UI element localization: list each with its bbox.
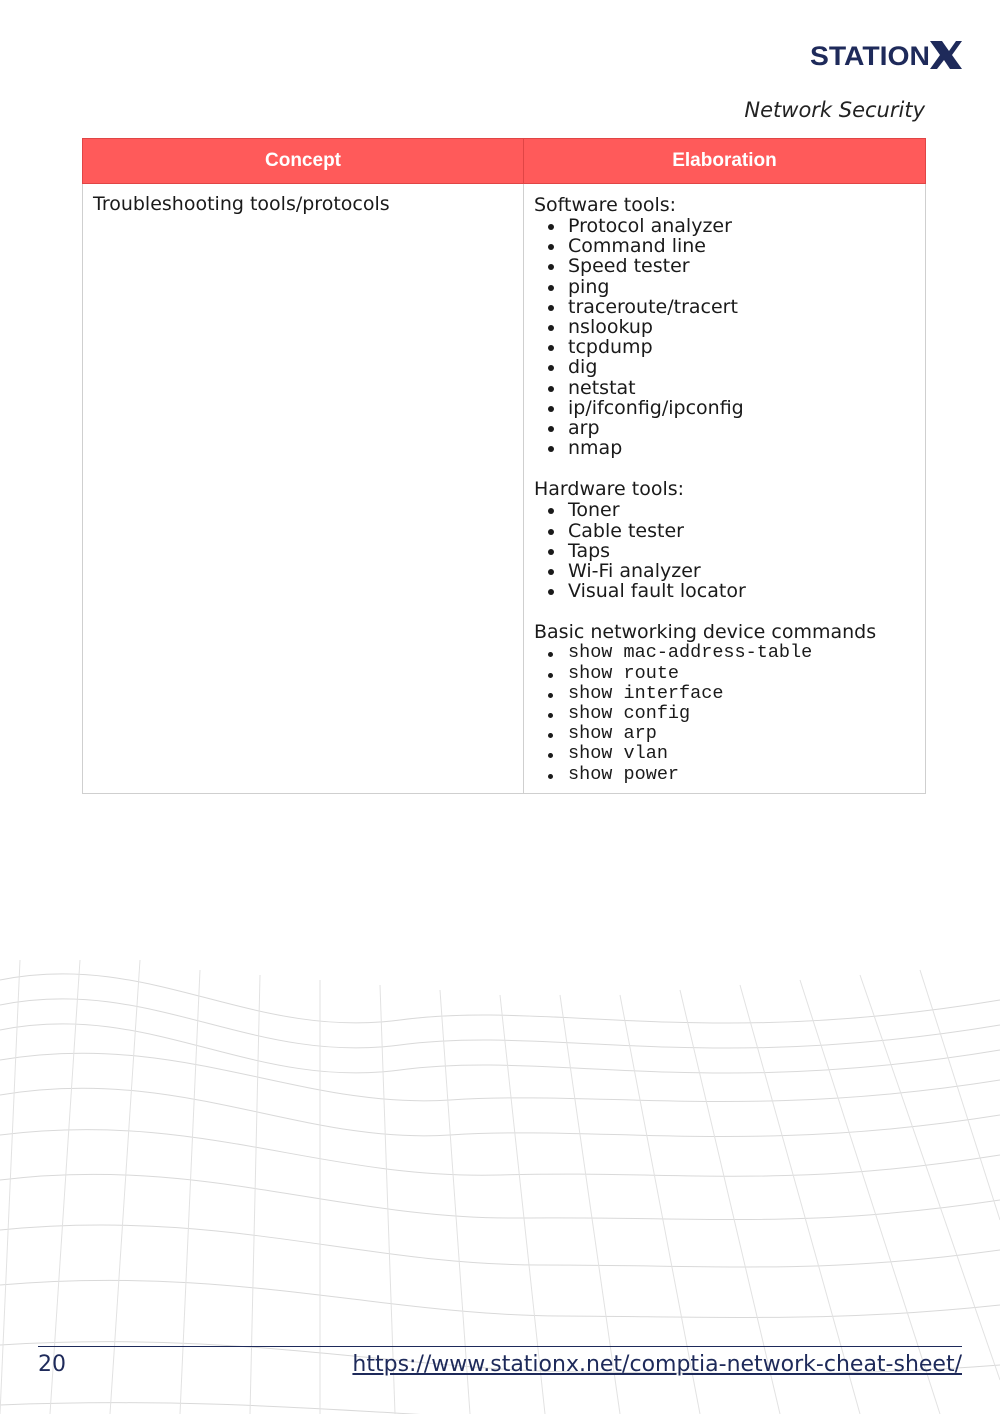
column-header-elaboration: Elaboration	[524, 139, 926, 184]
list-item: Visual fault locator	[548, 581, 915, 601]
device-commands-list	[534, 643, 915, 784]
footer-link[interactable]: https://www.stationx.net/comptia-network-cheat-sheet/	[352, 1352, 962, 1377]
elaboration-cell	[524, 184, 926, 794]
hardware-tools-list	[534, 500, 915, 601]
concept-cell: Troubleshooting tools/protocols	[83, 184, 524, 794]
list-item: show config	[548, 704, 915, 724]
list-item: arp	[548, 418, 915, 438]
list-item: nmap	[548, 438, 915, 458]
list-item: dig	[548, 357, 915, 377]
group-title-software: Software tools:	[534, 194, 677, 216]
list-item: Protocol analyzer	[548, 216, 915, 236]
table-row	[83, 184, 926, 794]
list-item: netstat	[548, 378, 915, 398]
group-title-hardware: Hardware tools:	[534, 478, 685, 501]
list-item: Wi-Fi analyzer	[548, 561, 915, 581]
list-item: show power	[548, 765, 915, 785]
list-item: show vlan	[548, 744, 915, 764]
group-title-commands: Basic networking device commands	[534, 621, 877, 644]
list-item: ip/ifconfig/ipconfig	[548, 398, 915, 418]
list-item: ping	[548, 277, 915, 297]
list-item: show arp	[548, 724, 915, 744]
page-number: 20	[38, 1352, 66, 1377]
list-item: traceroute/tracert	[548, 297, 915, 317]
list-item: show mac-address-table	[548, 643, 915, 663]
column-header-concept: Concept	[83, 139, 524, 184]
list-item: Command line	[548, 236, 915, 256]
list-item: Toner	[548, 500, 915, 520]
footer-divider	[38, 1346, 962, 1347]
stationx-logo	[810, 38, 962, 72]
list-item: nslookup	[548, 317, 915, 337]
list-item: show interface	[548, 684, 915, 704]
list-item: tcpdump	[548, 337, 915, 357]
list-item: show route	[548, 664, 915, 684]
cheat-sheet-table	[82, 138, 926, 794]
section-title: Network Security	[744, 98, 925, 122]
list-item: Taps	[548, 541, 915, 561]
list-item: Cable tester	[548, 521, 915, 541]
list-item: Speed tester	[548, 256, 915, 276]
software-tools-list	[534, 216, 915, 458]
svg-text:STATION: STATION	[810, 41, 930, 71]
